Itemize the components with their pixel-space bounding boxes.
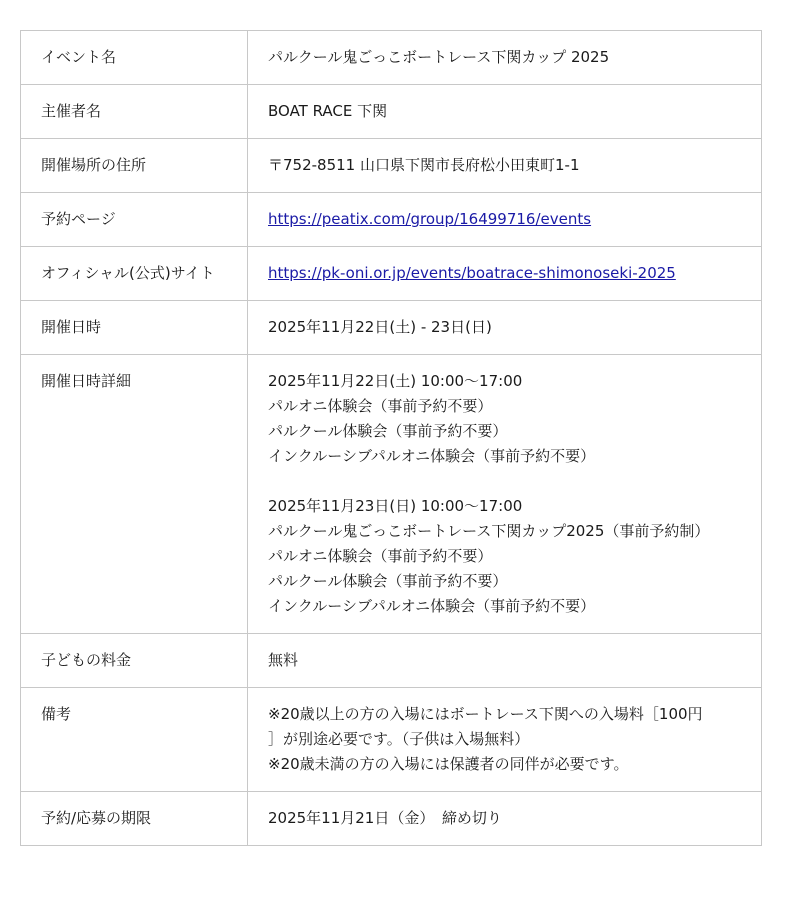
row-label-date: 開催日時 <box>21 301 248 355</box>
schedule-line: インクルーシブパルオニ体験会（事前予約不要） <box>268 447 596 465</box>
reservation-page-link[interactable]: https://peatix.com/group/16499716/events <box>268 210 592 228</box>
schedule-line: 2025年11月23日(日) 10:00〜17:00 <box>268 497 523 515</box>
row-label-event-name: イベント名 <box>21 31 248 85</box>
row-label-notes: 備考 <box>21 688 248 792</box>
notes-line: ※20歳未満の方の入場には保護者の同伴が必要です。 <box>268 755 629 773</box>
date-value: 2025年11月22日(土) - 23日(日) <box>248 301 762 355</box>
table-row <box>21 193 762 247</box>
table-row <box>21 792 762 846</box>
row-label-organizer: 主催者名 <box>21 85 248 139</box>
notes-line: ※20歳以上の方の入場にはボートレース下関への入場料［100円 <box>268 705 703 723</box>
schedule-details-value <box>248 355 762 634</box>
child-fee-value: 無料 <box>248 634 762 688</box>
event-info-table <box>20 30 762 846</box>
schedule-line: 2025年11月22日(土) 10:00〜17:00 <box>268 372 523 390</box>
deadline-value: 2025年11月21日（金） 締め切り <box>248 792 762 846</box>
row-label-official-site: オフィシャル(公式)サイト <box>21 247 248 301</box>
event-name-value: パルクール鬼ごっこボートレース下関カップ 2025 <box>248 31 762 85</box>
table-row <box>21 634 762 688</box>
schedule-line: パルオニ体験会（事前予約不要） <box>268 547 493 565</box>
schedule-line: パルオニ体験会（事前予約不要） <box>268 397 493 415</box>
row-label-address: 開催場所の住所 <box>21 139 248 193</box>
schedule-line <box>268 469 741 494</box>
table-row <box>21 355 762 634</box>
official-site-link[interactable]: https://pk-oni.or.jp/events/boatrace-shimonoseki-2025 <box>268 264 676 282</box>
notes-line: ］が別途必要です。（子供は入場無料） <box>268 730 530 748</box>
table-row <box>21 31 762 85</box>
address-value: 〒752-8511 山口県下関市長府松小田東町1-1 <box>248 139 762 193</box>
organizer-value: BOAT RACE 下関 <box>248 85 762 139</box>
schedule-line: パルクール体験会（事前予約不要） <box>268 422 508 440</box>
row-label-deadline: 予約/応募の期限 <box>21 792 248 846</box>
table-row <box>21 301 762 355</box>
table-row <box>21 688 762 792</box>
table-row <box>21 139 762 193</box>
notes-value <box>248 688 762 792</box>
table-row <box>21 85 762 139</box>
row-label-child-fee: 子どもの料金 <box>21 634 248 688</box>
row-label-reservation-page: 予約ページ <box>21 193 248 247</box>
schedule-line: パルクール体験会（事前予約不要） <box>268 572 508 590</box>
schedule-line: パルクール鬼ごっこボートレース下関カップ2025（事前予約制） <box>268 522 710 540</box>
row-label-schedule-details: 開催日時詳細 <box>21 355 248 634</box>
table-row <box>21 247 762 301</box>
schedule-line: インクルーシブパルオニ体験会（事前予約不要） <box>268 597 596 615</box>
